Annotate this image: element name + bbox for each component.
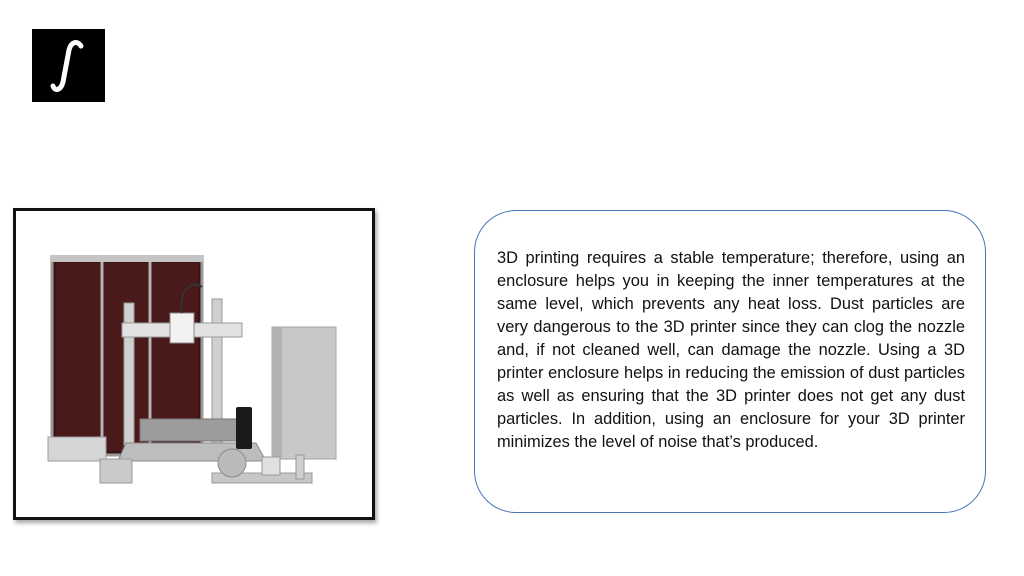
logo [32, 29, 105, 102]
integral-sign-icon [47, 38, 91, 94]
description-card [474, 210, 986, 513]
3d-printer-enclosure-illustration [16, 211, 372, 517]
product-photo [13, 208, 375, 520]
description-paragraph: 3D printing requires a stable temperature; therefore, using an enclosure helps you in keeping the inner temperatures at the same level, which prevents any heat loss. Dust particles are very dangerous to the 3D printer since they can clog the nozzle and, if not cleaned well, can damage the nozzle. Using a 3D printer enclosure helps in reducing the emission of dust particles as well as ensuring that the 3D printer does not get any dust particles. In addition, using an enclosure for your 3D printer minimizes the level of noise that’s produced. [497, 249, 965, 451]
